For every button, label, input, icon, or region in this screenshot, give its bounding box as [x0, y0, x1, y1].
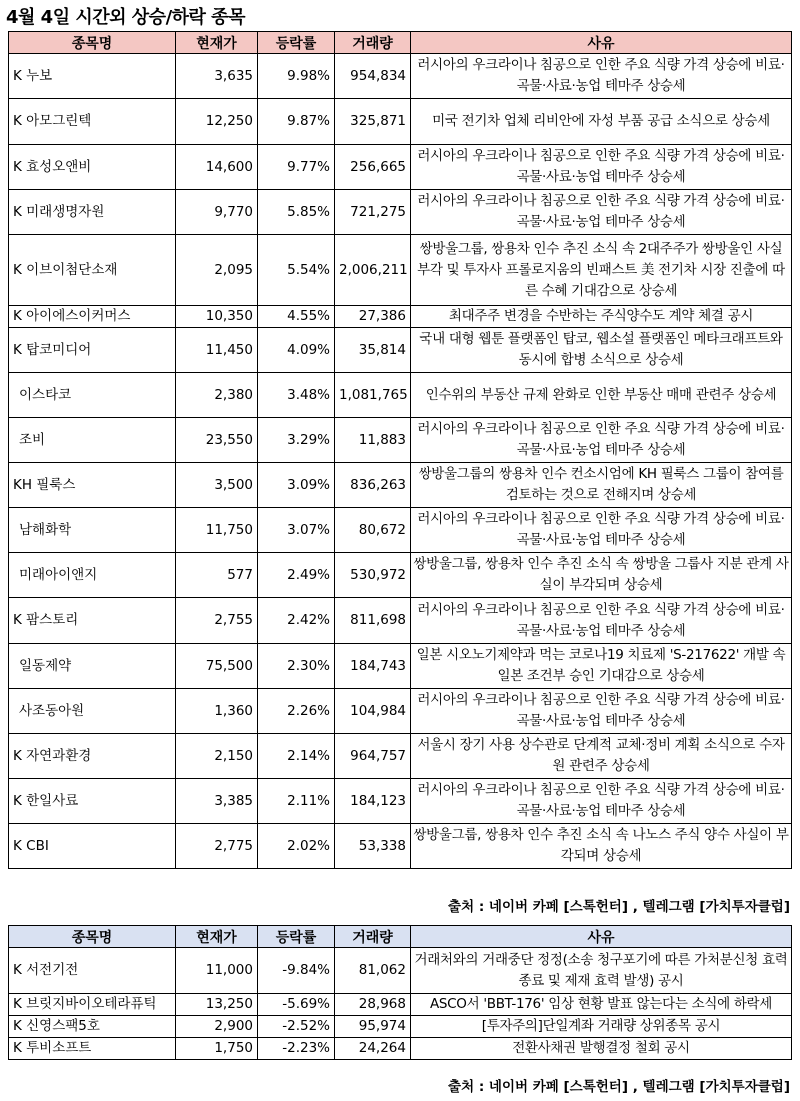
- change-rate-cell: 2.49%: [258, 553, 335, 598]
- change-rate-cell: 3.29%: [258, 418, 335, 463]
- volume-cell: 2,006,211: [335, 235, 411, 306]
- reason-cell: 국내 대형 웹툰 플랫폼인 탑코, 웹소설 플랫폼인 메타크래프트와 동시에 합병 소식으로 상승세: [411, 328, 792, 373]
- table-row: [9, 1038, 792, 1060]
- table-row: [9, 824, 792, 869]
- reason-cell: 최대주주 변경을 수반하는 주식양수도 계약 체결 공시: [411, 306, 792, 328]
- volume-cell: 35,814: [335, 328, 411, 373]
- table-row: [9, 190, 792, 235]
- reason-cell: 러시아의 우크라이나 침공으로 인한 주요 식량 가격 상승에 비료·곡물·사료·농업 테마주 상승세: [411, 418, 792, 463]
- reason-cell: ASCO서 'BBT-176' 임상 현황 발표 않는다는 소식에 하락세: [411, 994, 792, 1016]
- change-rate-cell: 9.98%: [258, 54, 335, 99]
- price-cell: 14,600: [176, 145, 258, 190]
- falling-stocks-table: [8, 925, 792, 1060]
- price-cell: 11,000: [176, 948, 258, 994]
- stock-name-cell: KH 필룩스: [9, 463, 176, 508]
- volume-cell: 53,338: [335, 824, 411, 869]
- table-row: [9, 779, 792, 824]
- price-cell: 11,750: [176, 508, 258, 553]
- price-cell: 2,900: [176, 1016, 258, 1038]
- change-rate-cell: -9.84%: [258, 948, 335, 994]
- table-row: [9, 463, 792, 508]
- stock-name-cell: K 자연과환경: [9, 734, 176, 779]
- change-rate-cell: 9.77%: [258, 145, 335, 190]
- volume-cell: 964,757: [335, 734, 411, 779]
- change-rate-cell: 5.85%: [258, 190, 335, 235]
- column-header-reason: 사유: [411, 926, 792, 948]
- source-note: 출처 : 네이버 카페 [스톡헌터] , 텔레그램 [가치투자클럽]: [448, 1079, 790, 1095]
- change-rate-cell: 3.09%: [258, 463, 335, 508]
- table-row: [9, 306, 792, 328]
- table-row: [9, 994, 792, 1016]
- price-cell: 10,350: [176, 306, 258, 328]
- table-row: [9, 948, 792, 994]
- volume-cell: 11,883: [335, 418, 411, 463]
- change-rate-cell: 5.54%: [258, 235, 335, 306]
- reason-cell: 전환사채권 발행결정 철회 공시: [411, 1038, 792, 1060]
- price-cell: 11,450: [176, 328, 258, 373]
- stock-name-cell: K 탑코미디어: [9, 328, 176, 373]
- stock-name-cell: 미래아이앤지: [9, 553, 176, 598]
- reason-cell: [투자주의]단일계좌 거래량 상위종목 공시: [411, 1016, 792, 1038]
- reason-cell: 일본 시오노기제약과 먹는 코로나19 치료제 'S-217622' 개발 속 일본 조건부 승인 기대감으로 상승세: [411, 644, 792, 689]
- price-cell: 13,250: [176, 994, 258, 1016]
- rising-stocks-table: [8, 31, 792, 869]
- change-rate-cell: 4.09%: [258, 328, 335, 373]
- price-cell: 23,550: [176, 418, 258, 463]
- table-row: [9, 373, 792, 418]
- reason-cell: 쌍방울그룹의 쌍용차 인수 컨소시엄에 KH 필룩스 그룹이 참여를 검토하는 것으로 전해지며 상승세: [411, 463, 792, 508]
- price-cell: 12,250: [176, 99, 258, 145]
- stock-name-cell: 남해화학: [9, 508, 176, 553]
- reason-cell: 인수위의 부동산 규제 완화로 인한 부동산 매매 관련주 상승세: [411, 373, 792, 418]
- price-cell: 3,385: [176, 779, 258, 824]
- reason-cell: 러시아의 우크라이나 침공으로 인한 주요 식량 가격 상승에 비료·곡물·사료·농업 테마주 상승세: [411, 598, 792, 644]
- price-cell: 75,500: [176, 644, 258, 689]
- volume-cell: 81,062: [335, 948, 411, 994]
- reason-cell: 쌍방울그룹, 쌍용차 인수 추진 소식 속 쌍방울 그룹사 지분 관계 사실이 부각되며 상승세: [411, 553, 792, 598]
- table-row: [9, 328, 792, 373]
- table-row: [9, 644, 792, 689]
- table-row: [9, 145, 792, 190]
- price-cell: 2,755: [176, 598, 258, 644]
- price-cell: 1,360: [176, 689, 258, 734]
- stock-name-cell: K 아이에스이커머스: [9, 306, 176, 328]
- table-row: [9, 235, 792, 306]
- reason-cell: 러시아의 우크라이나 침공으로 인한 주요 식량 가격 상승에 비료·곡물·사료·농업 테마주 상승세: [411, 145, 792, 190]
- change-rate-cell: 3.48%: [258, 373, 335, 418]
- table-row: [9, 553, 792, 598]
- stock-name-cell: 사조동아원: [9, 689, 176, 734]
- column-header-change: 등락률: [258, 32, 335, 54]
- stock-name-cell: K 아모그린텍: [9, 99, 176, 145]
- stock-name-cell: K 투비소프트: [9, 1038, 176, 1060]
- volume-cell: 954,834: [335, 54, 411, 99]
- column-header-price: 현재가: [176, 32, 258, 54]
- volume-cell: 104,984: [335, 689, 411, 734]
- table-row: [9, 734, 792, 779]
- price-cell: 2,775: [176, 824, 258, 869]
- volume-cell: 1,081,765: [335, 373, 411, 418]
- table-row: [9, 508, 792, 553]
- volume-cell: 95,974: [335, 1016, 411, 1038]
- price-cell: 3,500: [176, 463, 258, 508]
- volume-cell: 721,275: [335, 190, 411, 235]
- price-cell: 3,635: [176, 54, 258, 99]
- reason-cell: 러시아의 우크라이나 침공으로 인한 주요 식량 가격 상승에 비료·곡물·사료·농업 테마주 상승세: [411, 190, 792, 235]
- stock-name-cell: K CBI: [9, 824, 176, 869]
- stock-name-cell: K 한일사료: [9, 779, 176, 824]
- reason-cell: 서울시 장기 사용 상수관로 단계적 교체·정비 계획 소식으로 수자원 관련주 상승세: [411, 734, 792, 779]
- price-cell: 2,150: [176, 734, 258, 779]
- reason-cell: 쌍방울그룹, 쌍용차 인수 추진 소식 속 2대주주가 쌍방울인 사실 부각 및 투자사 프롤로지움의 빈패스트 美 전기차 시장 진출에 따른 수혜 기대감으로 상승세: [411, 235, 792, 306]
- stock-name-cell: K 이브이첨단소재: [9, 235, 176, 306]
- table-header-row: [9, 32, 792, 54]
- column-header-volume: 거래량: [335, 926, 411, 948]
- volume-cell: 811,698: [335, 598, 411, 644]
- column-header-name: 종목명: [9, 32, 176, 54]
- table-row: [9, 418, 792, 463]
- volume-cell: 836,263: [335, 463, 411, 508]
- stock-name-cell: K 미래생명자원: [9, 190, 176, 235]
- volume-cell: 530,972: [335, 553, 411, 598]
- table-row: [9, 1016, 792, 1038]
- reason-cell: 러시아의 우크라이나 침공으로 인한 주요 식량 가격 상승에 비료·곡물·사료·농업 테마주 상승세: [411, 689, 792, 734]
- price-cell: 2,095: [176, 235, 258, 306]
- volume-cell: 24,264: [335, 1038, 411, 1060]
- stock-name-cell: K 팜스토리: [9, 598, 176, 644]
- stock-name-cell: 일동제약: [9, 644, 176, 689]
- stock-name-cell: 이스타코: [9, 373, 176, 418]
- change-rate-cell: 2.02%: [258, 824, 335, 869]
- change-rate-cell: 2.42%: [258, 598, 335, 644]
- stock-name-cell: K 누보: [9, 54, 176, 99]
- reason-cell: 쌍방울그룹, 쌍용차 인수 추진 소식 속 나노스 주식 양수 사실이 부각되며 상승세: [411, 824, 792, 869]
- change-rate-cell: 2.14%: [258, 734, 335, 779]
- change-rate-cell: -2.52%: [258, 1016, 335, 1038]
- page-title: 4월 4일 시간외 상승/하락 종목: [6, 7, 245, 28]
- column-header-reason: 사유: [411, 32, 792, 54]
- change-rate-cell: 2.26%: [258, 689, 335, 734]
- price-cell: 577: [176, 553, 258, 598]
- stock-name-cell: K 서전기전: [9, 948, 176, 994]
- price-cell: 9,770: [176, 190, 258, 235]
- change-rate-cell: 9.87%: [258, 99, 335, 145]
- price-cell: 2,380: [176, 373, 258, 418]
- reason-cell: 미국 전기차 업체 리비안에 자성 부품 공급 소식으로 상승세: [411, 99, 792, 145]
- price-cell: 1,750: [176, 1038, 258, 1060]
- stock-name-cell: K 브릿지바이오테라퓨틱: [9, 994, 176, 1016]
- change-rate-cell: 3.07%: [258, 508, 335, 553]
- reason-cell: 러시아의 우크라이나 침공으로 인한 주요 식량 가격 상승에 비료·곡물·사료·농업 테마주 상승세: [411, 508, 792, 553]
- reason-cell: 거래처와의 거래중단 정정(소송 청구포기에 따른 가처분신청 효력 종료 및 제재 효력 발생) 공시: [411, 948, 792, 994]
- change-rate-cell: 4.55%: [258, 306, 335, 328]
- table-row: [9, 598, 792, 644]
- change-rate-cell: 2.30%: [258, 644, 335, 689]
- volume-cell: 28,968: [335, 994, 411, 1016]
- volume-cell: 184,123: [335, 779, 411, 824]
- column-header-name: 종목명: [9, 926, 176, 948]
- stock-name-cell: K 효성오앤비: [9, 145, 176, 190]
- volume-cell: 80,672: [335, 508, 411, 553]
- change-rate-cell: -5.69%: [258, 994, 335, 1016]
- table-row: [9, 54, 792, 99]
- table-row: [9, 689, 792, 734]
- source-note: 출처 : 네이버 카페 [스톡헌터] , 텔레그램 [가치투자클럽]: [448, 899, 790, 915]
- stock-name-cell: K 신영스팩5호: [9, 1016, 176, 1038]
- volume-cell: 256,665: [335, 145, 411, 190]
- volume-cell: 27,386: [335, 306, 411, 328]
- column-header-price: 현재가: [176, 926, 258, 948]
- stock-name-cell: 조비: [9, 418, 176, 463]
- column-header-volume: 거래량: [335, 32, 411, 54]
- change-rate-cell: 2.11%: [258, 779, 335, 824]
- reason-cell: 러시아의 우크라이나 침공으로 인한 주요 식량 가격 상승에 비료·곡물·사료·농업 테마주 상승세: [411, 779, 792, 824]
- column-header-change: 등락률: [258, 926, 335, 948]
- volume-cell: 184,743: [335, 644, 411, 689]
- table-row: [9, 99, 792, 145]
- volume-cell: 325,871: [335, 99, 411, 145]
- reason-cell: 러시아의 우크라이나 침공으로 인한 주요 식량 가격 상승에 비료·곡물·사료·농업 테마주 상승세: [411, 54, 792, 99]
- change-rate-cell: -2.23%: [258, 1038, 335, 1060]
- table-header-row: [9, 926, 792, 948]
